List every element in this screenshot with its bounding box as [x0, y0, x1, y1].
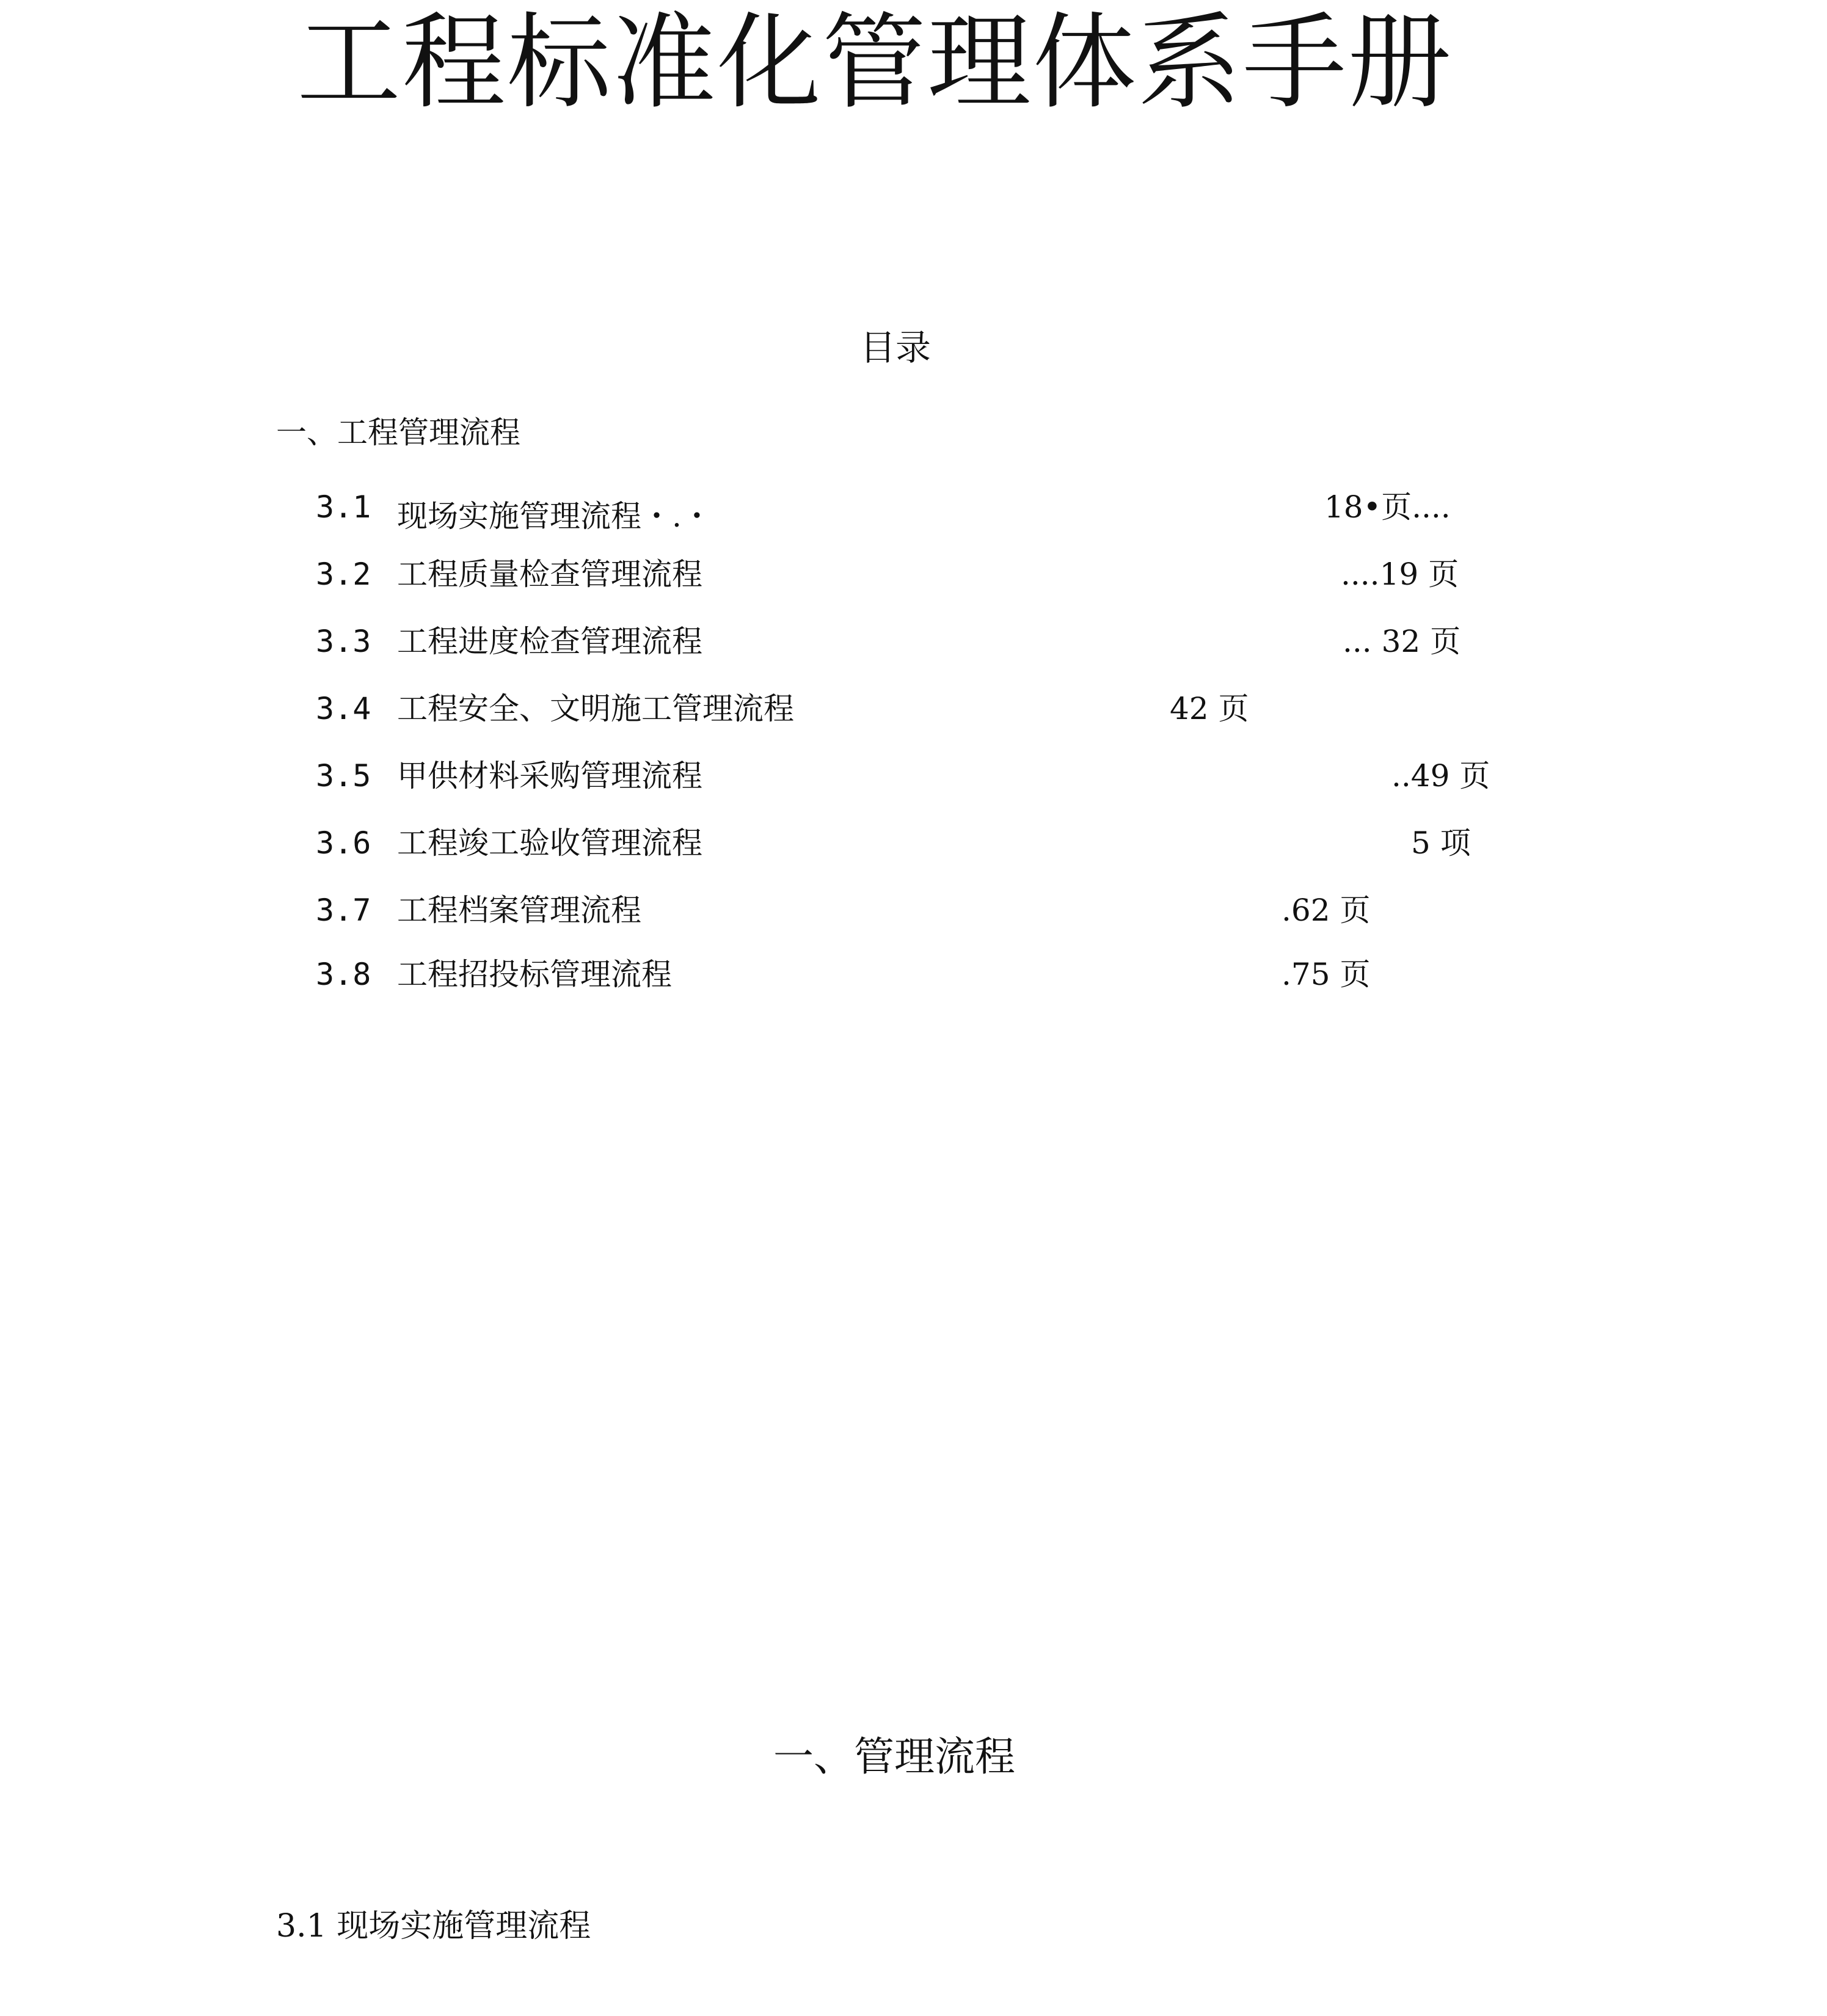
- toc-item-title: 甲供材料采购管理流程: [397, 758, 702, 794]
- toc-item-title: 工程招投标管理流程: [397, 957, 672, 992]
- toc-item-title: 工程档案管理流程: [397, 893, 641, 928]
- toc-item-number: 3.1: [316, 489, 371, 525]
- toc-item-page: .62 页: [1282, 893, 1371, 928]
- toc-item-number: 3.2: [316, 557, 371, 592]
- toc-item-number: 3.4: [316, 691, 371, 726]
- toc-section-heading: 一、工程管理流程: [276, 415, 520, 450]
- toc-item-page: ....19 页: [1341, 557, 1459, 592]
- toc-item-title: 工程进度检查管理流程: [397, 624, 702, 659]
- toc-item-page: 18•页....: [1324, 489, 1451, 525]
- chapter-heading: 一、管理流程: [773, 1733, 1015, 1780]
- toc-item-number: 3.5: [316, 758, 371, 794]
- toc-item-number: 3.8: [316, 957, 371, 992]
- toc-item-page: 5 项: [1411, 825, 1471, 861]
- toc-item-page: ... 32 页: [1343, 624, 1461, 659]
- toc-item-number: 3.6: [316, 825, 371, 861]
- toc-item-title: 现场实施管理流程・.・: [397, 499, 712, 534]
- toc-item-title: 工程安全、文明施工管理流程: [397, 691, 794, 726]
- document-title: 工程标准化管理体系手册: [297, 2, 1453, 123]
- toc-item-page: 42 页: [1170, 691, 1249, 726]
- toc-item-number: 3.7: [316, 893, 371, 928]
- toc-item-page: .75 页: [1282, 957, 1371, 992]
- toc-item-title: 工程质量检查管理流程: [397, 557, 702, 592]
- toc-item-title: 工程竣工验收管理流程: [397, 825, 702, 861]
- toc-heading: 目录: [860, 327, 932, 368]
- toc-item-page: ..49 页: [1391, 758, 1490, 794]
- toc-item-number: 3.3: [316, 624, 371, 659]
- subsection-heading: 3.1 现场实施管理流程: [276, 1908, 591, 1945]
